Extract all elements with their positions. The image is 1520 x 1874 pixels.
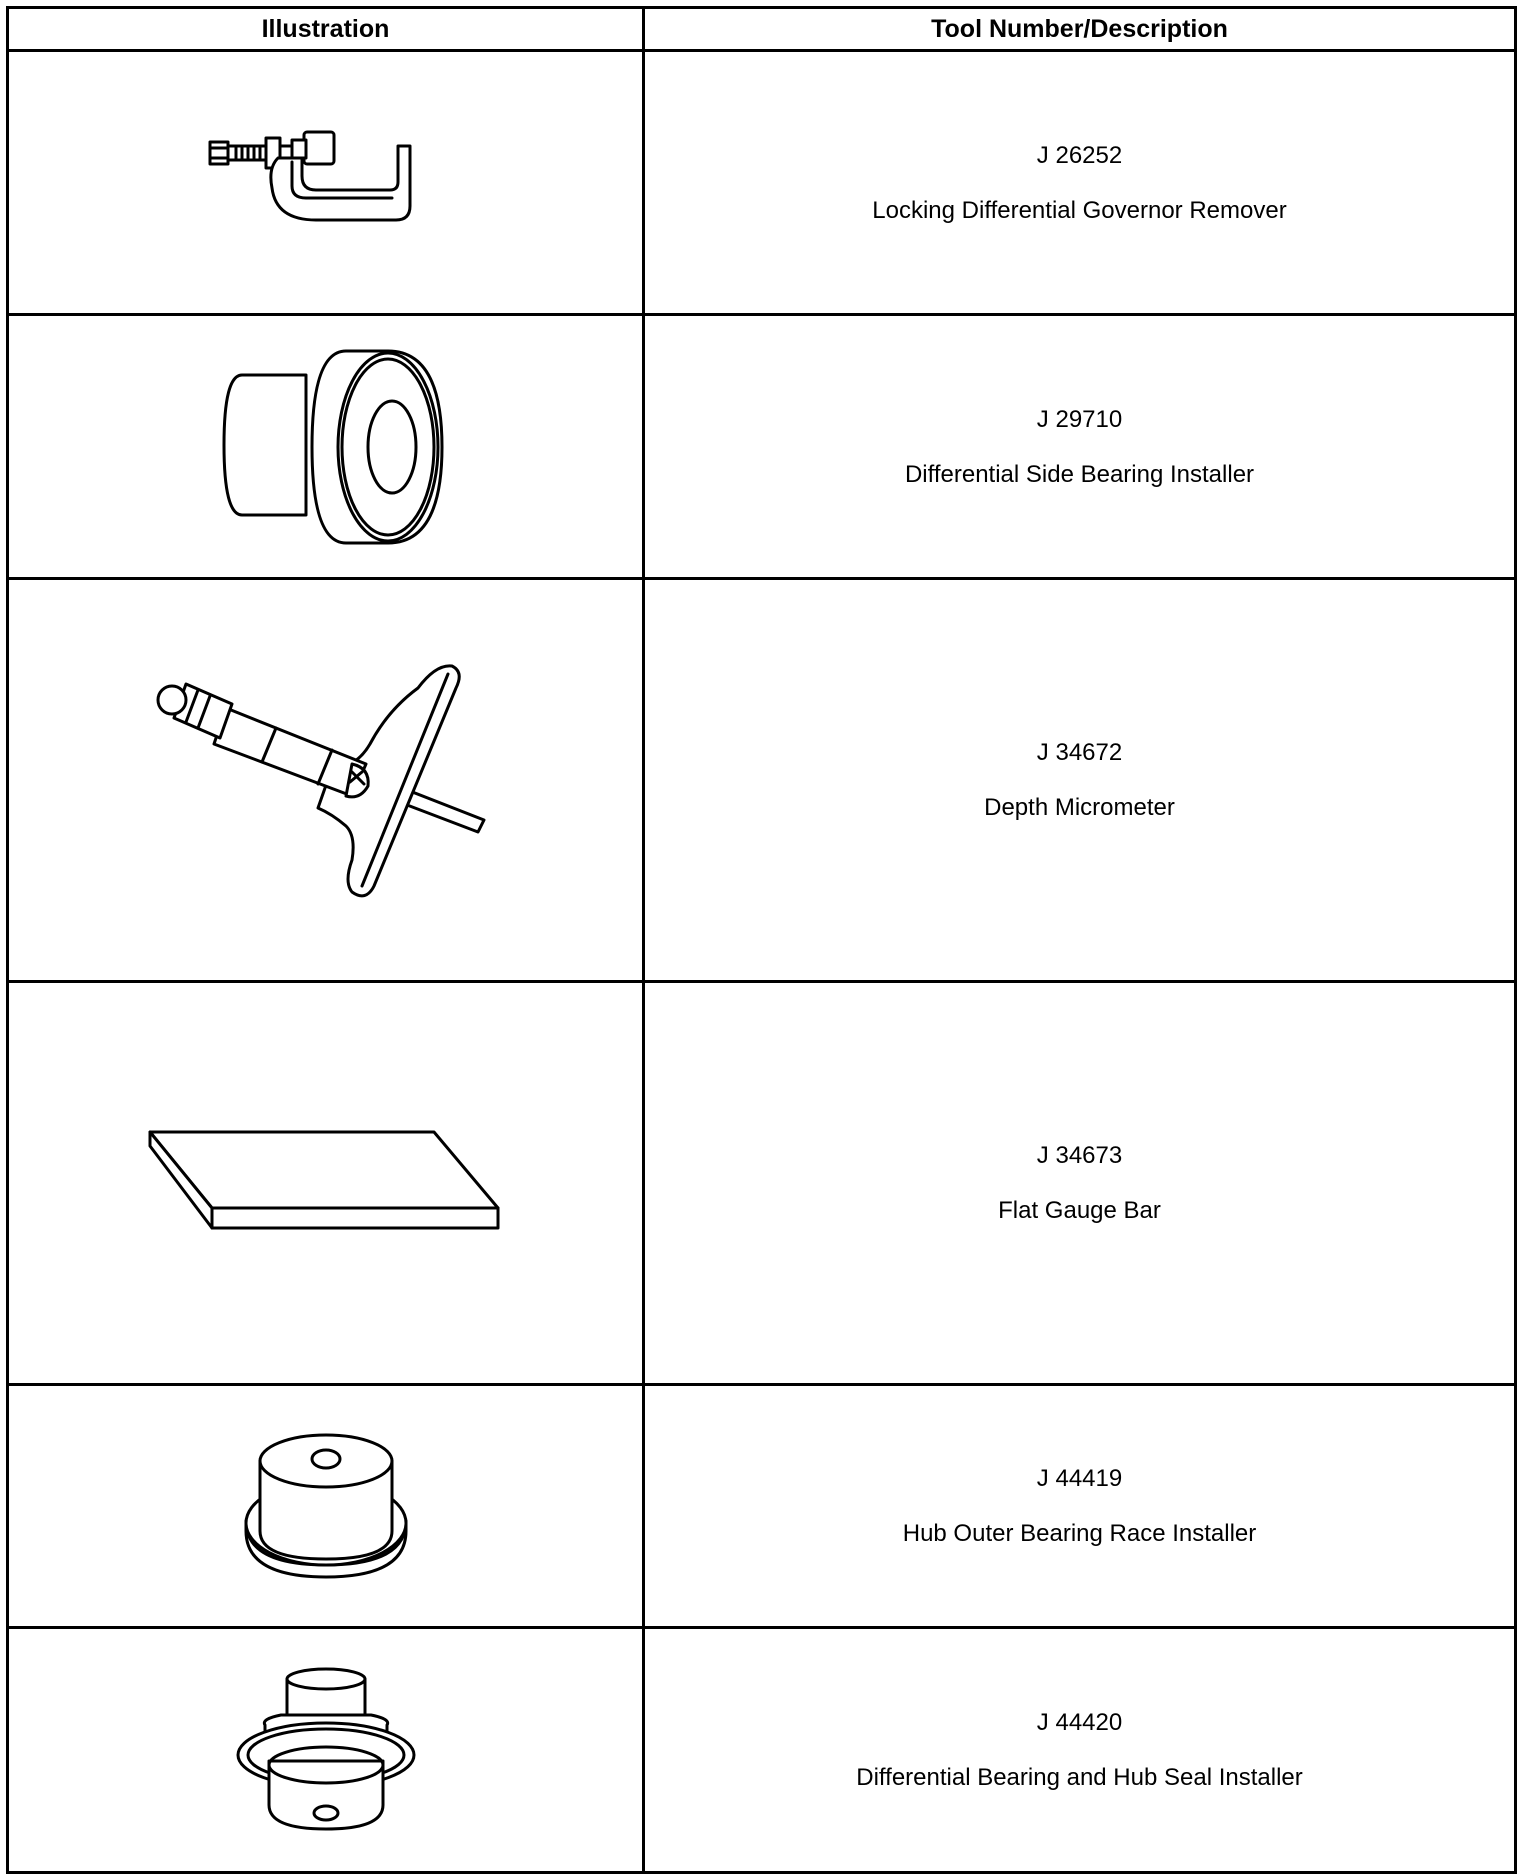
tool-number: J 34672 <box>1036 739 1123 766</box>
illustration-header: Illustration <box>8 8 644 51</box>
bearing-installer-icon <box>206 347 446 547</box>
c-clamp-puller-icon <box>206 128 446 238</box>
header-row <box>8 8 1516 51</box>
table-row <box>8 1628 1516 1873</box>
illustration-cell <box>8 579 644 982</box>
tool-description: Differential Bearing and Hub Seal Installer <box>856 1764 1303 1791</box>
table-row <box>8 982 1516 1385</box>
tool-description: Flat Gauge Bar <box>998 1197 1161 1224</box>
tool-cell <box>644 51 1516 315</box>
tool-number: J 44420 <box>1036 1709 1123 1736</box>
tool-cell <box>644 1385 1516 1628</box>
tool-cell <box>644 1628 1516 1873</box>
table-row <box>8 579 1516 982</box>
race-installer-icon <box>236 1431 416 1581</box>
tool-description: Locking Differential Governor Remover <box>872 196 1287 224</box>
illustration-cell <box>8 1385 644 1628</box>
table-row <box>8 1385 1516 1628</box>
tool-description: Depth Micrometer <box>984 794 1175 821</box>
special-tools-table <box>6 6 1517 1874</box>
tool-header: Tool Number/Description <box>644 8 1516 51</box>
tool-cell <box>644 315 1516 579</box>
depth-micrometer-icon <box>156 660 496 900</box>
tool-number: J 26252 <box>1036 141 1123 169</box>
tool-number: J 44419 <box>1036 1465 1123 1492</box>
seal-installer-icon <box>231 1665 421 1835</box>
tool-description: Differential Side Bearing Installer <box>904 460 1255 488</box>
tool-cell <box>644 982 1516 1385</box>
illustration-cell <box>8 51 644 315</box>
illustration-cell <box>8 982 644 1385</box>
illustration-cell <box>8 315 644 579</box>
tool-number: J 34673 <box>1036 1142 1123 1169</box>
table-row <box>8 51 1516 315</box>
tool-cell <box>644 579 1516 982</box>
illustration-cell <box>8 1628 644 1873</box>
flat-gauge-bar-icon <box>146 1128 506 1238</box>
table-row <box>8 315 1516 579</box>
tool-number: J 29710 <box>1036 405 1123 433</box>
tool-description: Hub Outer Bearing Race Installer <box>902 1520 1257 1547</box>
